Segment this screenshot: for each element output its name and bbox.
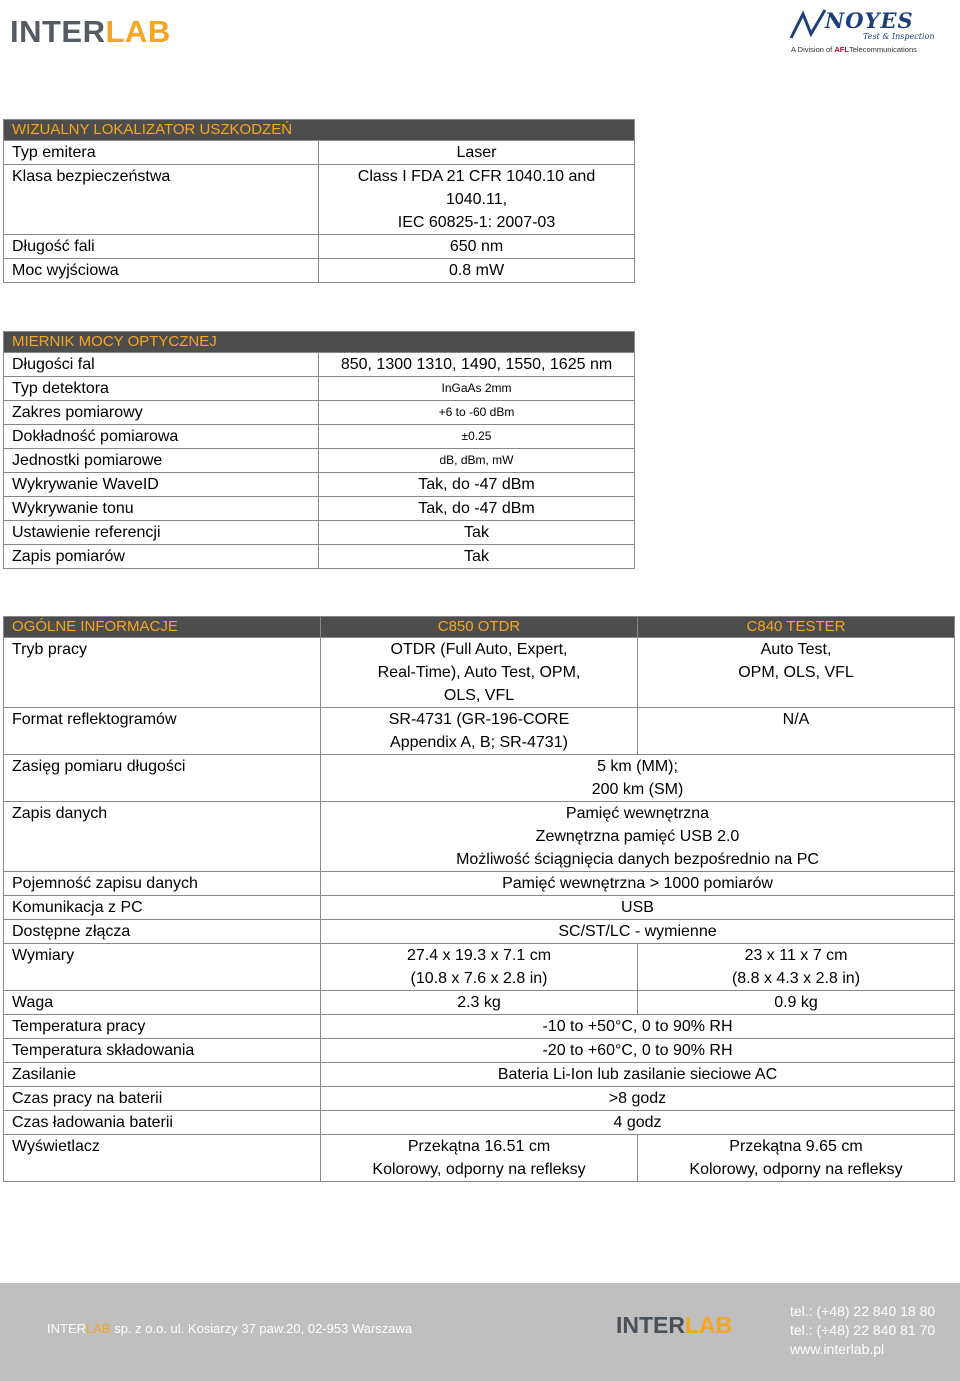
column-header-c840: C840 TESTER xyxy=(638,617,955,638)
table-cell-label: Temperatura składowania xyxy=(4,1039,321,1063)
noyes-brand: NOYES xyxy=(825,8,914,33)
table-cell-value: N/A xyxy=(638,708,955,755)
footer-tel-2: tel.: (+48) 22 840 81 70 xyxy=(790,1322,936,1338)
table-cell-value: 0.9 kg xyxy=(638,991,955,1015)
table-cell-label: Typ emitera xyxy=(4,141,319,165)
table-cell-value: 850, 1300 1310, 1490, 1550, 1625 nm xyxy=(319,353,635,377)
table-cell-value: Auto Test, OPM, OLS, VFL xyxy=(738,641,854,681)
table-cell-value: -20 to +60°C, 0 to 90% RH xyxy=(321,1039,955,1063)
table-cell-value: Tak, do -47 dBm xyxy=(319,473,635,497)
table-cell-value: InGaAs 2mm xyxy=(319,377,635,401)
logo-text-a: INTER xyxy=(10,14,106,49)
table-cell-value: 650 nm xyxy=(319,235,635,259)
table-cell-value: Pamięć wewnętrzna Zewnętrzna pamięć USB 2.0 Możliwość ściągnięcia danych bezpośrednio na PC xyxy=(456,805,819,868)
table-cell-label: Zasięg pomiaru długości xyxy=(4,755,321,802)
interlab-logo xyxy=(10,14,171,50)
table-cell-label: Temperatura pracy xyxy=(4,1015,321,1039)
table-cell-value: 0.8 mW xyxy=(319,259,635,283)
general-title: OGÓLNE INFORMACJE xyxy=(4,617,321,638)
table-cell-label: Dokładność pomiarowa xyxy=(4,425,319,449)
table-cell-value: ±0.25 xyxy=(319,425,635,449)
table-cell-label: Zasilanie xyxy=(4,1063,321,1087)
table-cell-value: Tak, do -47 dBm xyxy=(319,497,635,521)
footer xyxy=(0,1283,960,1381)
logo-text-b: LAB xyxy=(105,14,171,49)
table-cell-label: Długości fal xyxy=(4,353,319,377)
table-cell-value: SR-4731 (GR-196-CORE Appendix A, B; SR-4731) xyxy=(388,711,570,751)
table-cell-label: Zapis danych xyxy=(4,802,321,872)
table-cell-value: Przekątna 16.51 cm Kolorowy, odporny na refleksy xyxy=(372,1138,586,1178)
footer-website-link[interactable]: www.interlab.pl xyxy=(790,1341,885,1357)
vfl-table xyxy=(3,119,635,283)
table-cell-value: Bateria Li-Ion lub zasilanie sieciowe AC xyxy=(321,1063,955,1087)
vfl-title: WIZUALNY LOKALIZATOR USZKODZEŃ xyxy=(4,120,635,141)
table-cell-value: Tak xyxy=(319,545,635,569)
table-cell-label: Ustawienie referencji xyxy=(4,521,319,545)
noyes-logo xyxy=(785,6,955,56)
table-cell-value: Tak xyxy=(319,521,635,545)
table-cell-value: 4 godz xyxy=(321,1111,955,1135)
table-cell-value: dB, dBm, mW xyxy=(319,449,635,473)
column-header-c850: C850 OTDR xyxy=(321,617,638,638)
table-cell-label: Klasa bezpieczeństwa xyxy=(4,165,319,235)
table-cell-value: OTDR (Full Auto, Expert, Real-Time), Auto Test, OPM, OLS, VFL xyxy=(377,641,581,704)
table-cell-label: Wymiary xyxy=(4,944,321,991)
table-cell-label: Komunikacja z PC xyxy=(4,896,321,920)
table-cell-label: Wykrywanie tonu xyxy=(4,497,319,521)
footer-logo: INTERLAB xyxy=(616,1312,733,1338)
table-cell-label: Waga xyxy=(4,991,321,1015)
power-meter-table xyxy=(3,331,635,569)
table-cell-value: 2.3 kg xyxy=(321,991,638,1015)
table-cell-value: Class I FDA 21 CFR 1040.10 and 1040.11, IEC 60825-1: 2007-03 xyxy=(357,168,596,231)
table-cell-value: USB xyxy=(321,896,955,920)
table-cell-label: Wyświetlacz xyxy=(4,1135,321,1182)
table-cell-label: Zakres pomiarowy xyxy=(4,401,319,425)
table-cell-label: Długość fali xyxy=(4,235,319,259)
table-cell-value: Pamięć wewnętrzna > 1000 pomiarów xyxy=(321,872,955,896)
table-cell-value: >8 godz xyxy=(321,1087,955,1111)
table-cell-value: +6 to -60 dBm xyxy=(319,401,635,425)
table-cell-label: Czas pracy na baterii xyxy=(4,1087,321,1111)
power-title: MIERNIK MOCY OPTYCZNEJ xyxy=(4,332,635,353)
table-cell-label: Typ detektora xyxy=(4,377,319,401)
table-cell-value: SC/ST/LC - wymienne xyxy=(321,920,955,944)
footer-tel-1: tel.: (+48) 22 840 18 80 xyxy=(790,1303,936,1319)
table-cell-label: Format reflektogramów xyxy=(4,708,321,755)
table-cell-value: -10 to +50°C, 0 to 90% RH xyxy=(321,1015,955,1039)
table-cell-value: 23 x 11 x 7 cm (8.8 x 4.3 x 2.8 in) xyxy=(731,947,861,987)
table-cell-label: Zapis pomiarów xyxy=(4,545,319,569)
general-table xyxy=(3,616,955,1182)
table-cell-value: Przekątna 9.65 cm Kolorowy, odporny na refleksy xyxy=(689,1138,903,1178)
table-cell-label: Jednostki pomiarowe xyxy=(4,449,319,473)
table-cell-value: 27.4 x 19.3 x 7.1 cm (10.8 x 7.6 x 2.8 in) xyxy=(406,947,552,987)
table-cell-label: Tryb pracy xyxy=(4,638,321,708)
table-cell-label: Czas ładowania baterii xyxy=(4,1111,321,1135)
noyes-subtitle: Test & Inspection xyxy=(863,32,935,41)
table-cell-label: Pojemność zapisu danych xyxy=(4,872,321,896)
table-cell-value: 5 km (MM); 200 km (SM) xyxy=(591,758,684,798)
noyes-division: A Division of AFLTelecommunications xyxy=(791,45,917,54)
table-cell-label: Moc wyjściowa xyxy=(4,259,319,283)
table-cell-value: Laser xyxy=(319,141,635,165)
footer-contact xyxy=(790,1302,935,1359)
footer-address: INTERLAB sp. z o.o. ul. Kosiarzy 37 paw.20, 02-953 Warszawa xyxy=(47,1321,413,1336)
table-cell-label: Dostępne złącza xyxy=(4,920,321,944)
table-cell-label: Wykrywanie WaveID xyxy=(4,473,319,497)
